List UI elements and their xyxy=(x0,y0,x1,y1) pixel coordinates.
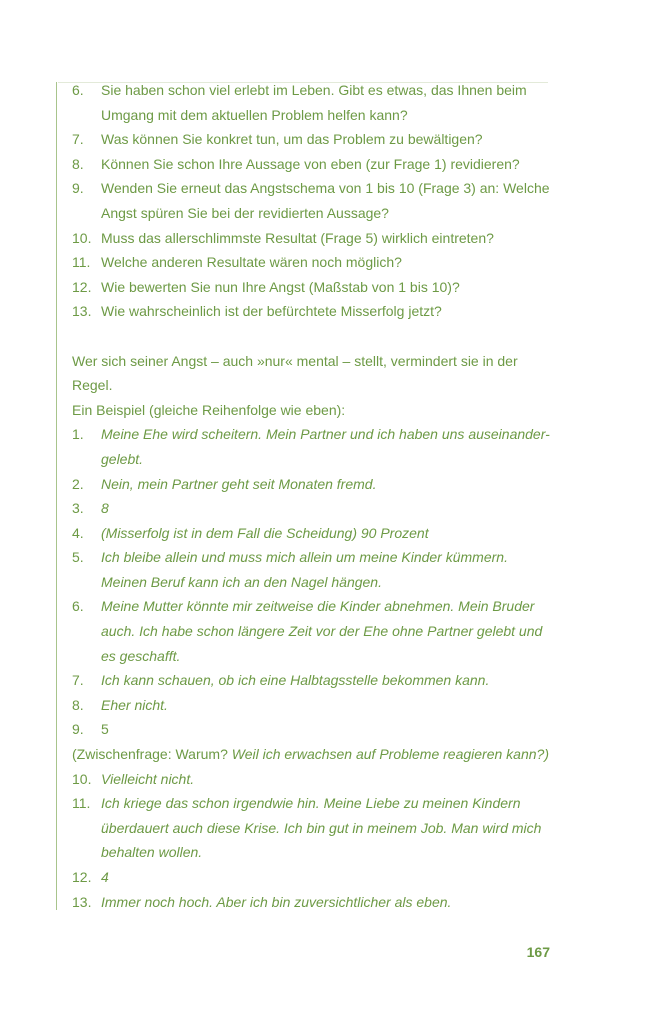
interjection-answer: Weil ich erwachsen auf Probleme reagieren kann?) xyxy=(231,746,549,763)
item-number: 6. xyxy=(72,598,84,615)
item-text: (Misserfolg ist in dem Fall die Scheidung) 90 Prozent xyxy=(101,524,429,541)
item-number: 4. xyxy=(72,524,84,541)
example-answer-list xyxy=(72,422,552,742)
example-heading: Ein Beispiel (gleiche Reihenfolge wie eben): xyxy=(72,401,346,418)
list-item xyxy=(72,152,552,177)
item-text: Meine Mutter könnte mir zeitweise die Kinder abnehmen. Mein Bruder auch. Ich habe schon längere Zeit vor der Ehe ohne Partner gelebt und es geschafft. xyxy=(101,598,543,664)
item-number: 9. xyxy=(72,721,84,738)
item-number: 11. xyxy=(72,795,91,812)
list-item xyxy=(72,594,552,668)
list-item xyxy=(72,275,552,300)
intro-paragraph: Wer sich seiner Angst – auch »nur« mental – stellt, vermindert sie in der Regel. xyxy=(72,352,518,394)
list-item xyxy=(72,422,552,471)
question-list xyxy=(72,78,552,324)
item-number: 8. xyxy=(72,696,84,713)
item-text: Meine Ehe wird scheitern. Mein Partner und ich haben uns auseinander-gelebt. xyxy=(101,426,550,467)
item-number: 5. xyxy=(72,549,84,566)
margin-rule xyxy=(56,82,57,910)
list-item xyxy=(72,521,552,546)
item-text: Wie bewerten Sie nun Ihre Angst (Maßstab von 1 bis 10)? xyxy=(101,278,460,295)
list-item xyxy=(72,226,552,251)
item-number: 1. xyxy=(72,426,84,443)
list-item xyxy=(72,767,552,792)
list-item xyxy=(72,865,552,890)
item-number: 7. xyxy=(72,672,84,689)
page-body xyxy=(72,78,552,914)
item-number: 13. xyxy=(72,303,92,320)
item-number: 10. xyxy=(72,770,92,787)
item-text: 8 xyxy=(101,500,109,517)
item-number: 8. xyxy=(72,155,84,172)
list-item xyxy=(72,496,552,521)
list-item xyxy=(72,890,552,915)
item-text: 4 xyxy=(101,869,109,885)
item-number: 2. xyxy=(72,475,84,492)
item-number: 12. xyxy=(72,278,92,295)
item-number: 12. xyxy=(72,869,92,885)
paragraph-gap xyxy=(72,324,552,349)
item-text: Welche anderen Resultate wären noch möglich? xyxy=(101,254,402,271)
interjection xyxy=(72,742,552,767)
list-item xyxy=(72,717,552,742)
list-item xyxy=(72,791,552,865)
item-number: 7. xyxy=(72,131,84,148)
page-number: 167 xyxy=(526,944,550,960)
list-item xyxy=(72,127,552,152)
item-text: Eher nicht. xyxy=(101,696,168,713)
item-text: Vielleicht nicht. xyxy=(101,770,195,787)
item-text: Nein, mein Partner geht seit Monaten fremd. xyxy=(101,475,377,492)
item-text: Wie wahrscheinlich ist der befürchtete Misserfolg jetzt? xyxy=(101,303,442,320)
item-number: 9. xyxy=(72,180,84,197)
list-item xyxy=(72,299,552,324)
item-text: 5 xyxy=(101,721,109,738)
list-item xyxy=(72,176,552,225)
list-item xyxy=(72,250,552,275)
item-number: 3. xyxy=(72,500,84,517)
interjection-question: (Zwischenfrage: Warum? xyxy=(72,746,232,763)
item-text: Muss das allerschlimmste Resultat (Frage 5) wirklich eintreten? xyxy=(101,229,494,246)
item-text: Immer noch hoch. Aber ich bin zuversichtlicher als eben. xyxy=(101,893,452,910)
list-item xyxy=(72,472,552,497)
item-text: Sie haben schon viel erlebt im Leben. Gibt es etwas, das Ihnen beim Umgang mit dem aktuellen Problem helfen kann? xyxy=(101,82,527,123)
item-text: Ich kann schauen, ob ich eine Halbtagsstelle bekommen kann. xyxy=(101,672,490,689)
item-number: 10. xyxy=(72,229,92,246)
item-number: 13. xyxy=(72,893,92,910)
list-item xyxy=(72,545,552,594)
item-text: Ich bleibe allein und muss mich allein um meine Kinder kümmern. Meinen Beruf kann ich an den Nagel hängen. xyxy=(101,549,508,590)
item-text: Wenden Sie erneut das Angstschema von 1 bis 10 (Frage 3) an: Welche Angst spüren Sie bei der revidierten Aussage? xyxy=(101,180,550,221)
list-item xyxy=(72,78,552,127)
example-answer-list-continued xyxy=(72,767,552,915)
item-number: 6. xyxy=(72,82,84,98)
item-text: Ich kriege das schon irgendwie hin. Meine Liebe zu meinen Kindern überdauert auch diese Krise. Ich bin gut in meinem Job. Man wird mich behalten wollen. xyxy=(101,795,542,861)
item-text: Können Sie schon Ihre Aussage von eben (zur Frage 1) revidieren? xyxy=(101,155,520,172)
item-text: Was können Sie konkret tun, um das Problem zu bewältigen? xyxy=(101,131,483,148)
list-item xyxy=(72,693,552,718)
list-item xyxy=(72,668,552,693)
item-number: 11. xyxy=(72,254,91,271)
